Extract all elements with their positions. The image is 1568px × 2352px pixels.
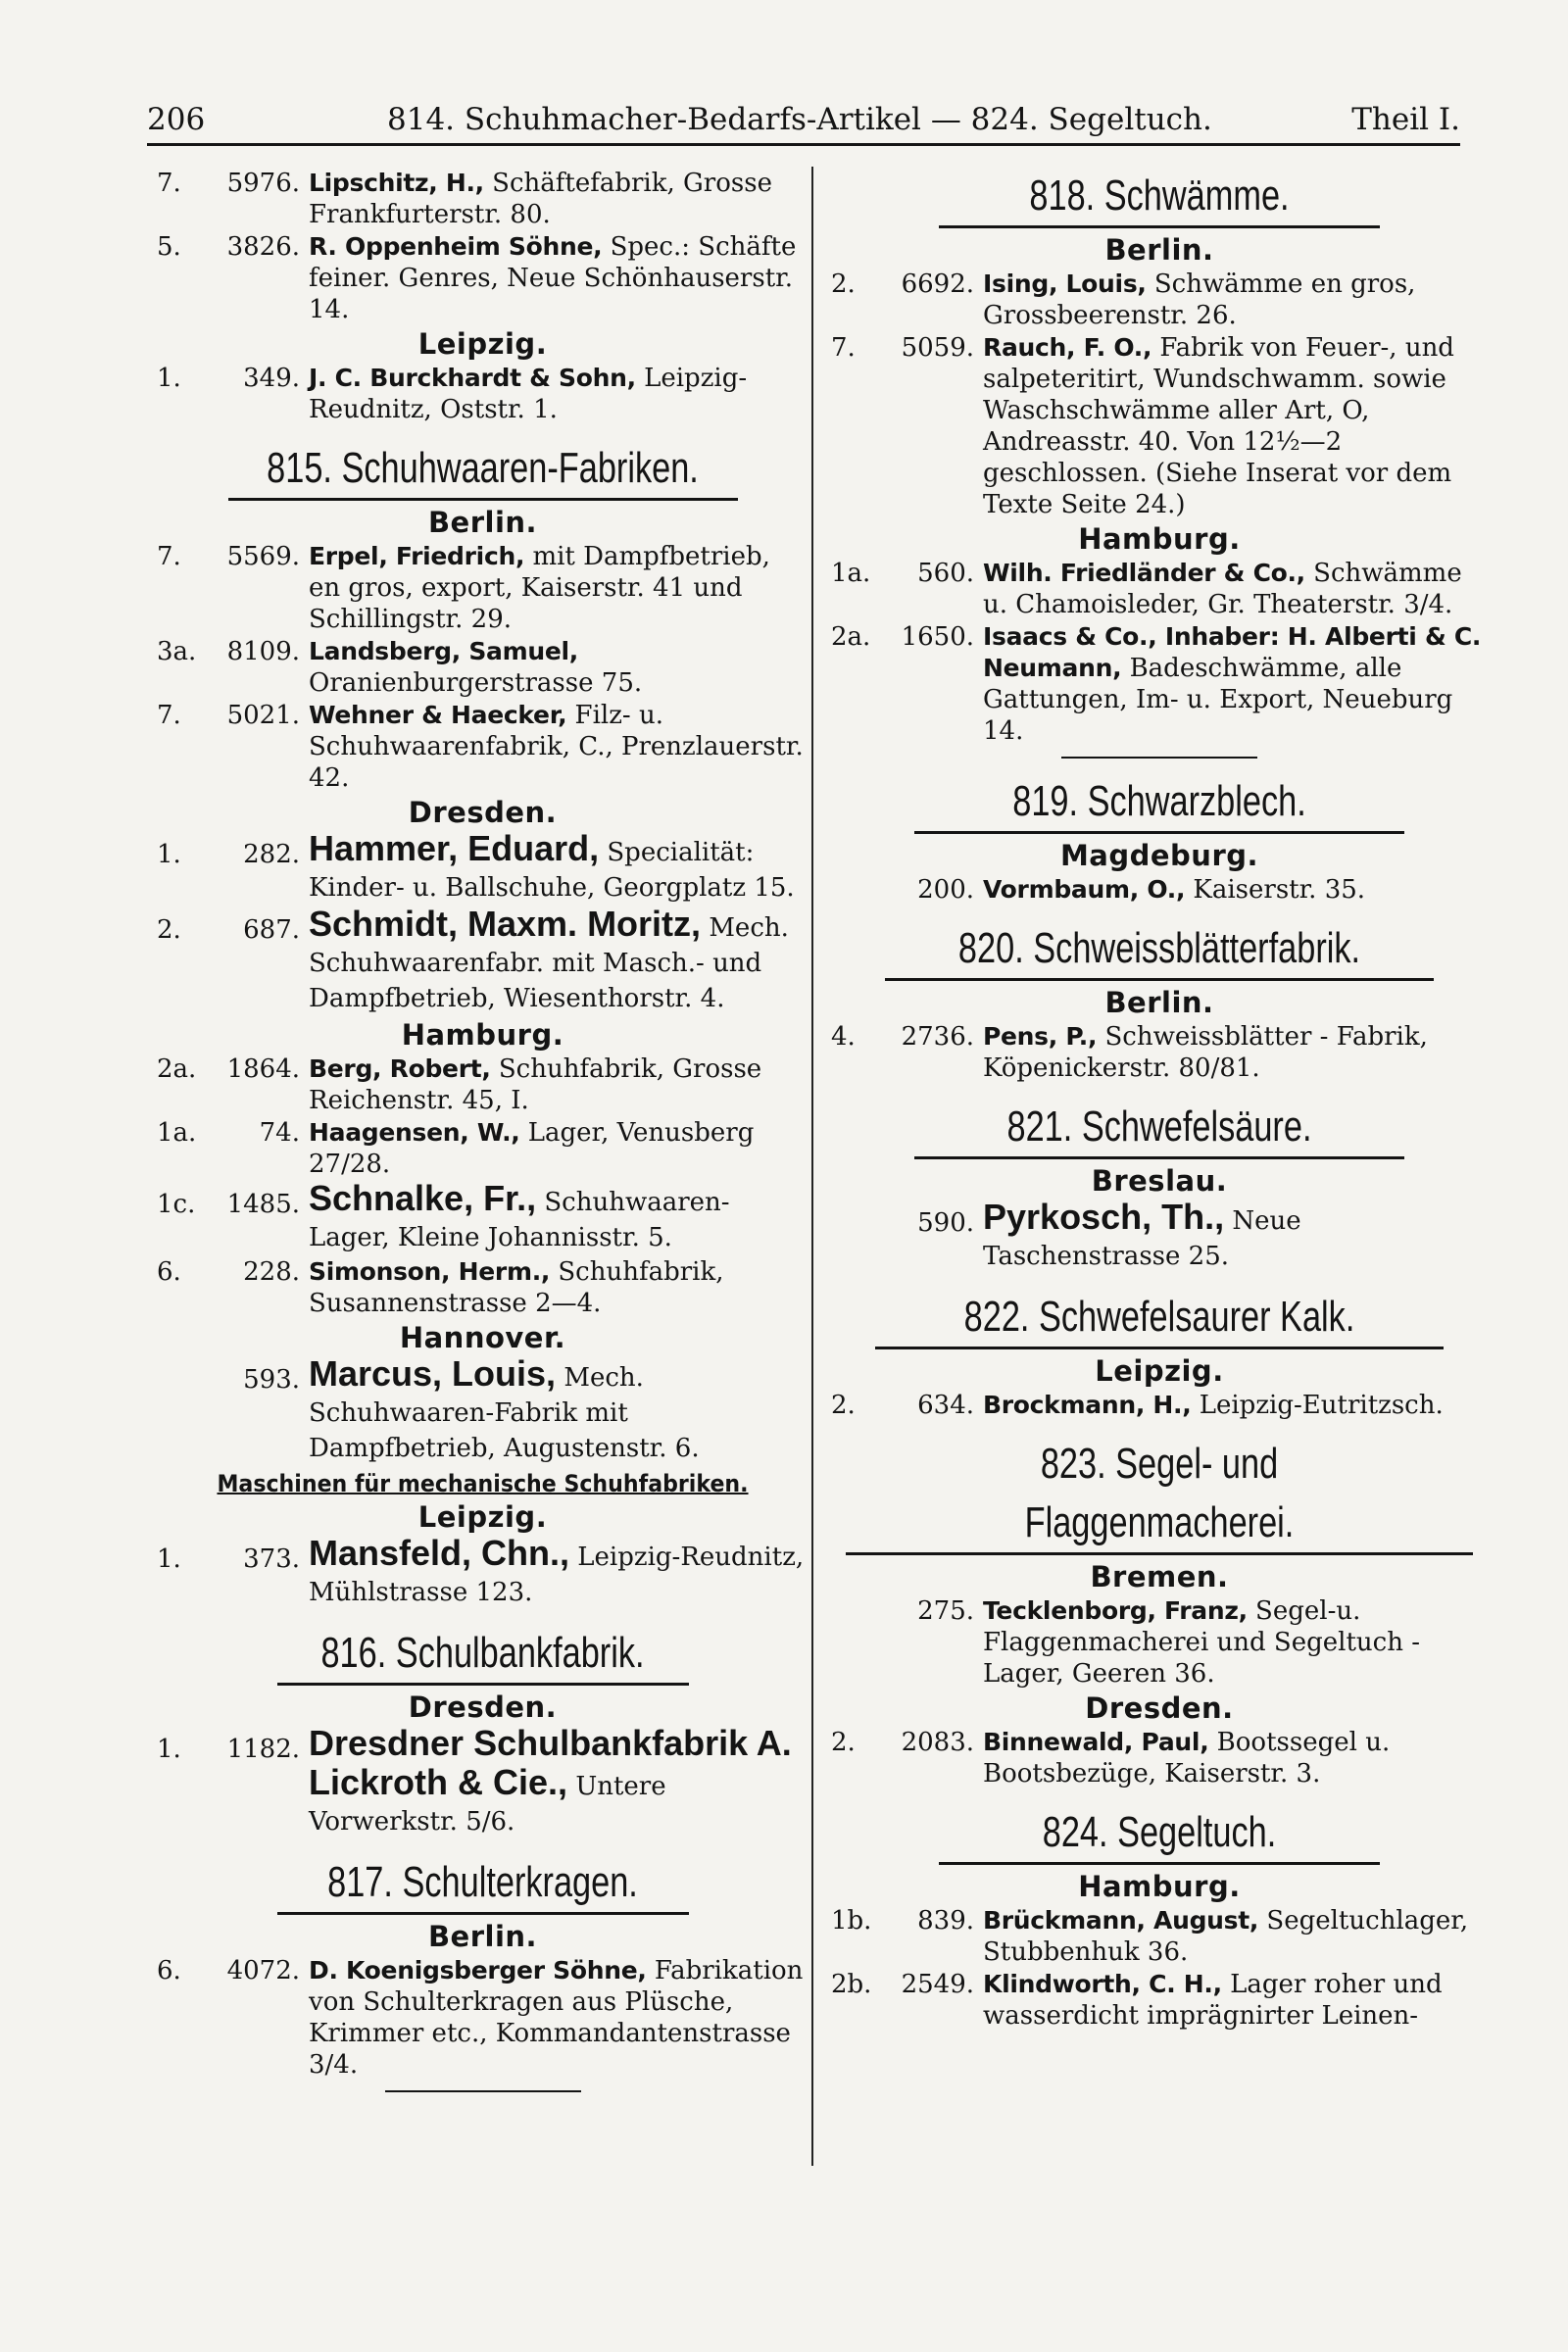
entry-number: 275. [917, 1596, 974, 1626]
entry-description: Schuhwaaren-Lager, Kleine Johannisstr. 5. [309, 1188, 730, 1252]
directory-entry [157, 541, 808, 635]
city-heading-dresden-2: Dresden. [408, 1690, 558, 1724]
entry-class: 7. [157, 701, 181, 730]
section-rule [885, 978, 1434, 981]
entry-number: 634. [917, 1391, 974, 1420]
entry-class: 1. [157, 1544, 181, 1574]
city-heading-dresden: Dresden. [408, 796, 558, 829]
entry-firm-name: Brockmann, H., [983, 1391, 1192, 1419]
entry-description: Schäftefabrik, Grosse Frankfurterstr. 80. [309, 169, 772, 229]
city-heading-berlin-3: Berlin. [1104, 233, 1214, 267]
directory-entry [831, 1969, 1488, 2032]
entry-firm-name: Rauch, F. O., [983, 333, 1152, 362]
entry-firm-name: Lipschitz, H., [309, 169, 484, 197]
entries-815-dresden [157, 828, 808, 1016]
entry-description: Filz- u. Schuhwaarenfabrik, C., Prenzlauerstr. 42. [309, 701, 804, 793]
directory-entry [157, 1256, 808, 1319]
entry-class: 7. [831, 333, 856, 363]
section-title-823: 823. Segel- und Flaggenmacherei. [1024, 1440, 1295, 1546]
section-rule [914, 831, 1404, 834]
entry-number: 228. [243, 1257, 300, 1287]
entry-firm-name: Tecklenborg, Franz, [983, 1596, 1248, 1625]
entry-firm-name: Haagensen, W., [309, 1118, 520, 1147]
city-heading-hamburg-3: Hamburg. [1078, 1870, 1241, 1903]
entries-819-magdeburg [831, 874, 1488, 906]
entry-number: 5059. [901, 333, 974, 363]
entry-class: 3a. [157, 637, 197, 666]
entry-description: Schuhfabrik, Grosse Reichenstr. 45, I. [309, 1054, 762, 1115]
section-rule [846, 1552, 1473, 1555]
entry-class: 1a. [157, 1118, 197, 1148]
entry-class: 6. [157, 1257, 181, 1287]
entry-number: 5569. [226, 542, 300, 571]
directory-entry [157, 1054, 808, 1116]
directory-entry [831, 1197, 1488, 1274]
entry-firm-name: Schmidt, Maxm. Moritz, [309, 904, 702, 944]
entries-815-hamburg [157, 1054, 808, 1319]
directory-entry [831, 1595, 1488, 1690]
entry-description: Segel-u. Flaggenmacherei und Segeltuch - Lager, Geeren 36. [983, 1596, 1421, 1689]
entry-class: 7. [157, 542, 181, 571]
entries-823-dresden [831, 1727, 1488, 1789]
entry-class: 1. [157, 840, 181, 869]
entry-firm-name: Brückmann, August, [983, 1906, 1259, 1935]
entry-firm-name: Mansfeld, Chn., [309, 1533, 570, 1573]
entry-firm-name: Dresdner Schulbankfabrik A. Lickroth & Cie., [309, 1723, 792, 1802]
entry-firm-name: Berg, Robert, [309, 1054, 491, 1083]
entry-firm-name: Hammer, Eduard, [309, 828, 600, 868]
entries-823-bremen [831, 1595, 1488, 1690]
city-heading-hannover: Hannover. [399, 1321, 566, 1354]
entries-821-breslau [831, 1197, 1488, 1274]
directory-entry [831, 269, 1488, 331]
entry-description: Schuhfabrik, Susannenstrasse 2—4. [309, 1257, 724, 1318]
section-rule [277, 1683, 689, 1686]
city-heading-hamburg-2: Hamburg. [1078, 522, 1241, 556]
city-heading-leipzig-3: Leipzig. [1095, 1354, 1224, 1388]
entries-816-dresden [157, 1723, 808, 1839]
column-divider [811, 167, 813, 2166]
entry-class: 6. [157, 1956, 181, 1985]
directory-entry [831, 874, 1488, 906]
page-number: 206 [147, 102, 206, 137]
directory-entry [157, 231, 808, 325]
entry-number: 3826. [226, 232, 300, 262]
section-title-818: 818. Schwämme. [1029, 172, 1290, 220]
entry-number: 560. [917, 559, 974, 588]
subhead-maschinen: Maschinen für mechanische Schuhfabriken. [217, 1470, 749, 1497]
left-column [157, 167, 808, 2092]
entry-number: 593. [243, 1365, 300, 1395]
entry-firm-name: J. C. Burckhardt & Sohn, [309, 364, 636, 392]
directory-entry [831, 1390, 1488, 1421]
entries-824-hamburg [831, 1905, 1488, 2032]
section-rule [939, 1862, 1380, 1865]
entry-description: Spec.: Schäfte feiner. Genres, Neue Schönhauserstr. 14. [309, 232, 797, 324]
entries-817-berlin [157, 1955, 808, 2081]
running-title: 814. Schuhmacher-Bedarfs-Artikel — 824. Segeltuch. [387, 102, 1212, 137]
entry-description: Leipzig-Eutritzsch. [1199, 1391, 1444, 1420]
entry-number: 2549. [901, 1970, 974, 1999]
directory-entry [831, 1021, 1488, 1084]
entry-firm-name: Schnalke, Fr., [309, 1178, 537, 1218]
section-title-821: 821. Schwefelsäure. [1006, 1102, 1312, 1151]
entry-number: 1864. [226, 1054, 300, 1084]
header-rule [147, 143, 1460, 146]
entry-class: 2. [157, 915, 181, 945]
entries-masch-leipzig [157, 1533, 808, 1610]
entry-firm-name: Simonson, Herm., [309, 1257, 551, 1286]
directory-entry [157, 636, 808, 699]
entry-description: Kaiserstr. 35. [1193, 875, 1366, 905]
entry-firm-name: Binnewald, Paul, [983, 1728, 1209, 1756]
entry-firm-name: Marcus, Louis, [309, 1353, 557, 1394]
city-heading-berlin: Berlin. [427, 506, 538, 539]
entries-818-hamburg [831, 558, 1488, 747]
entry-number: 1182. [226, 1735, 300, 1764]
directory-entry [157, 700, 808, 794]
entries-822-leipzig [831, 1390, 1488, 1421]
entry-class: 2. [831, 270, 856, 299]
directory-entry [157, 828, 808, 906]
entry-firm-name: Pyrkosch, Th., [983, 1197, 1225, 1237]
entry-firm-name: Isaacs & Co., Inhaber: H. Alberti & C. Neumann, [983, 622, 1482, 682]
right-column [831, 167, 1488, 2033]
section-title-819: 819. Schwarzblech. [1012, 777, 1306, 825]
entry-class: 5. [157, 232, 181, 262]
entry-number: 74. [259, 1118, 300, 1148]
entry-firm-name: Klindworth, C. H., [983, 1970, 1222, 1998]
entries-814-leipzig [157, 363, 808, 425]
entry-number: 373. [243, 1544, 300, 1574]
directory-entry [157, 1178, 808, 1255]
entries-820-berlin [831, 1021, 1488, 1084]
city-heading-berlin-2: Berlin. [427, 1920, 538, 1953]
entry-description: Specialität: Kinder- u. Ballschuhe, Georgplatz 15. [309, 838, 795, 903]
entry-description: Mech. Schuhwaaren-Fabrik mit Dampfbetrieb, Augustenstr. 6. [309, 1363, 700, 1463]
directory-entry [157, 1723, 808, 1839]
directory-entry [157, 906, 808, 1016]
directory-entry [831, 332, 1488, 520]
entry-class: 1. [157, 364, 181, 393]
entry-description: mit Dampfbetrieb, en gros, export, Kaiserstr. 41 und Schillingstr. 29. [309, 542, 770, 634]
entry-description: Lager, Venusberg 27/28. [309, 1118, 755, 1179]
entry-number: 839. [917, 1906, 974, 1936]
entry-number: 5976. [226, 169, 300, 198]
entry-description: Mech. Schuhwaarenfabr. mit Masch.- und Dampfbetrieb, Wiesenthorstr. 4. [309, 913, 789, 1013]
section-title-820: 820. Schweissblätterfabrik. [957, 924, 1361, 972]
entry-firm-name: R. Oppenheim Söhne, [309, 232, 603, 261]
section-title-824: 824. Segeltuch. [1042, 1808, 1277, 1856]
entries-818-berlin [831, 269, 1488, 520]
city-heading-hamburg: Hamburg. [401, 1018, 564, 1052]
city-heading-bremen: Bremen. [1090, 1560, 1229, 1593]
volume-label: Theil I. [1351, 102, 1460, 137]
section-title-822: 822. Schwefelsaurer Kalk. [963, 1293, 1355, 1341]
entry-firm-name: Wilh. Friedländer & Co., [983, 559, 1305, 587]
entry-class: 2. [831, 1728, 856, 1757]
section-title-817: 817. Schulterkragen. [327, 1858, 638, 1906]
city-heading-leipzig: Leipzig. [417, 327, 548, 361]
entry-description: Schwämme en gros, Grossbeerenstr. 26. [983, 270, 1416, 330]
entry-firm-name: Erpel, Friedrich, [309, 542, 525, 570]
section-rule [228, 498, 738, 501]
entry-description: Leipzig-Reudnitz, Mühlstrasse 123. [309, 1543, 805, 1607]
entry-description: Untere Vorwerkstr. 5/6. [309, 1772, 666, 1837]
city-heading-dresden-3: Dresden. [1085, 1691, 1234, 1725]
entry-description: Leipzig-Reudnitz, Oststr. 1. [309, 364, 748, 424]
section-rule [277, 1912, 689, 1915]
entry-class: 7. [157, 169, 181, 198]
entry-description: Oranienburgerstrasse 75. [309, 668, 643, 698]
entry-class: 2a. [157, 1054, 197, 1084]
entry-number: 590. [917, 1208, 974, 1238]
entry-number: 6692. [901, 270, 974, 299]
directory-entry [831, 558, 1488, 620]
entry-number: 349. [243, 364, 300, 393]
entry-class: 1c. [157, 1190, 196, 1219]
section-rule [939, 225, 1380, 228]
entry-firm-name: Vormbaum, O., [983, 875, 1186, 904]
entry-number: 1485. [226, 1190, 300, 1219]
entry-number: 8109. [226, 637, 300, 666]
entry-class: 1. [157, 1735, 181, 1764]
entry-number: 5021. [226, 701, 300, 730]
entry-number: 1650. [901, 622, 974, 652]
entry-description: Fabrikation von Schulterkragen aus Plüsche, Krimmer etc., Kommandantenstrasse 3/4. [309, 1956, 804, 2080]
directory-entry [157, 1353, 808, 1466]
directory-entry [157, 1117, 808, 1180]
entry-number: 4072. [226, 1956, 300, 1985]
city-heading-berlin-4: Berlin. [1104, 986, 1214, 1019]
entry-description: Schweissblätter - Fabrik, Köpenickerstr. 80/81. [983, 1022, 1428, 1083]
city-heading-leipzig-2: Leipzig. [417, 1500, 548, 1534]
directory-entry [157, 168, 808, 230]
entry-description: Neue Taschenstrasse 25. [983, 1206, 1301, 1271]
running-head [147, 96, 1460, 143]
section-rule [914, 1156, 1404, 1159]
entry-number: 282. [243, 840, 300, 869]
entry-class: 2. [831, 1391, 856, 1420]
entry-description: Bootssegel u. Bootsbezüge, Kaiserstr. 3. [983, 1728, 1391, 1788]
city-heading-breslau: Breslau. [1091, 1164, 1228, 1198]
directory-entry [831, 621, 1488, 747]
directory-entry [831, 1905, 1488, 1968]
city-heading-magdeburg: Magdeburg. [1059, 839, 1259, 872]
entry-class: 2a. [831, 622, 871, 652]
entries-815-berlin [157, 541, 808, 794]
entries-815-hannover [157, 1353, 808, 1466]
entry-number: 2083. [901, 1728, 974, 1757]
directory-entry [157, 363, 808, 425]
directory-entry [157, 1533, 808, 1610]
entry-description: Schwämme u. Chamoisleder, Gr. Theaterstr. 3/4. [983, 559, 1462, 619]
end-rule [385, 2090, 581, 2092]
section-title-815: 815. Schuhwaaren-Fabriken. [267, 444, 699, 492]
entry-class: 1a. [831, 559, 871, 588]
section-title-816: 816. Schulbankfabrik. [320, 1629, 645, 1677]
entry-number: 2736. [901, 1022, 974, 1052]
divider-rule [1061, 757, 1257, 759]
entry-firm-name: Landsberg, Samuel, [309, 637, 578, 665]
entry-firm-name: Wehner & Haecker, [309, 701, 567, 729]
entries-814-berlin [157, 168, 808, 325]
entry-description: Segeltuchlager, Stubbenhuk 36. [983, 1906, 1469, 1967]
directory-entry [157, 1955, 808, 2081]
entry-firm-name: Pens, P., [983, 1022, 1098, 1051]
entry-description: Lager roher und wasserdicht imprägnirter Leinen- [983, 1970, 1443, 2031]
entry-description: Badeschwämme, alle Gattungen, Im- u. Export, Neueburg 14. [983, 654, 1453, 746]
entry-class: 4. [831, 1022, 856, 1052]
entry-firm-name: Ising, Louis, [983, 270, 1147, 298]
entry-class: 1b. [831, 1906, 872, 1936]
directory-entry [831, 1727, 1488, 1789]
entry-firm-name: D. Koenigsberger Söhne, [309, 1956, 647, 1984]
entry-description: Fabrik von Feuer-, und salpeteritirt, Wundschwamm. sowie Waschschwämme aller Art, O, Andreasstr. 40. Von 12½—2 geschlossen. (Siehe Inserat vor dem Texte Seite 24.) [983, 333, 1454, 519]
entry-number: 200. [917, 875, 974, 905]
section-rule [875, 1347, 1444, 1349]
entry-class: 2b. [831, 1970, 872, 1999]
entry-number: 687. [243, 915, 300, 945]
